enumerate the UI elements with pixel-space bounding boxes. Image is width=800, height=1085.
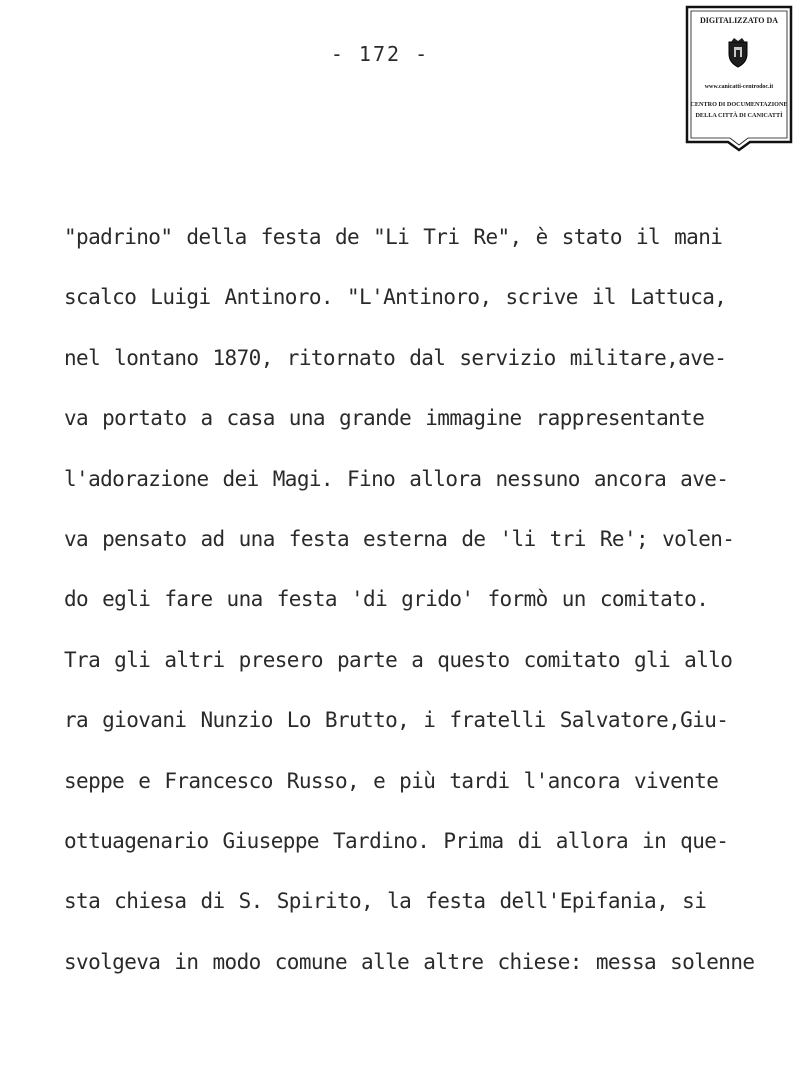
text-line: l'adorazione dei Magi. Fino allora nessuno ancora ave- [64, 466, 729, 491]
text-line: Tra gli altri presero parte a questo comitato gli allo [64, 647, 733, 672]
text-line: scalco Luigi Antinoro. "L'Antinoro, scrive il Lattuca, [64, 285, 727, 310]
stamp-frame [684, 4, 794, 154]
text-line: va portato a casa una grande immagine rappresentante [64, 406, 705, 431]
text-line: ottuagenario Giuseppe Tardino. Prima di allora in que- [64, 828, 729, 853]
text-line: "padrino" della festa de "Li Tri Re", è stato il mani [64, 225, 723, 249]
stamp-title: DIGITALIZZATO DA [699, 16, 779, 25]
page-number: - 172 - [330, 42, 430, 66]
text-line: do egli fare una festa 'di grido' formò un comitato. [64, 587, 709, 612]
text-line: ra giovani Nunzio Lo Brutto, i fratelli Salvatore,Giu- [64, 708, 729, 733]
coat-of-arms-icon [727, 38, 749, 68]
stamp-org-line2: DELLA CITTÀ DI CANICATTÌ [695, 112, 783, 119]
text-line: nel lontano 1870, ritornato dal servizio militare,ave- [64, 345, 727, 370]
stamp-website: www.canicatti-centrodoc.it [704, 84, 774, 90]
text-line: sta chiesa di S. Spirito, la festa dell'Epifania, si [64, 889, 707, 914]
text-line: seppe e Francesco Russo, e più tardi l'ancora vivente [64, 768, 719, 793]
digitization-stamp [684, 4, 794, 136]
stamp-org-line1: CENTRO DI DOCUMENTAZIONE [690, 101, 788, 108]
text-line: va pensato ad una festa esterna de 'li tri Re'; volen- [64, 526, 735, 551]
text-line: svolgeva in modo comune alle altre chiese: messa solenne [64, 949, 755, 974]
document-body [64, 217, 764, 1002]
